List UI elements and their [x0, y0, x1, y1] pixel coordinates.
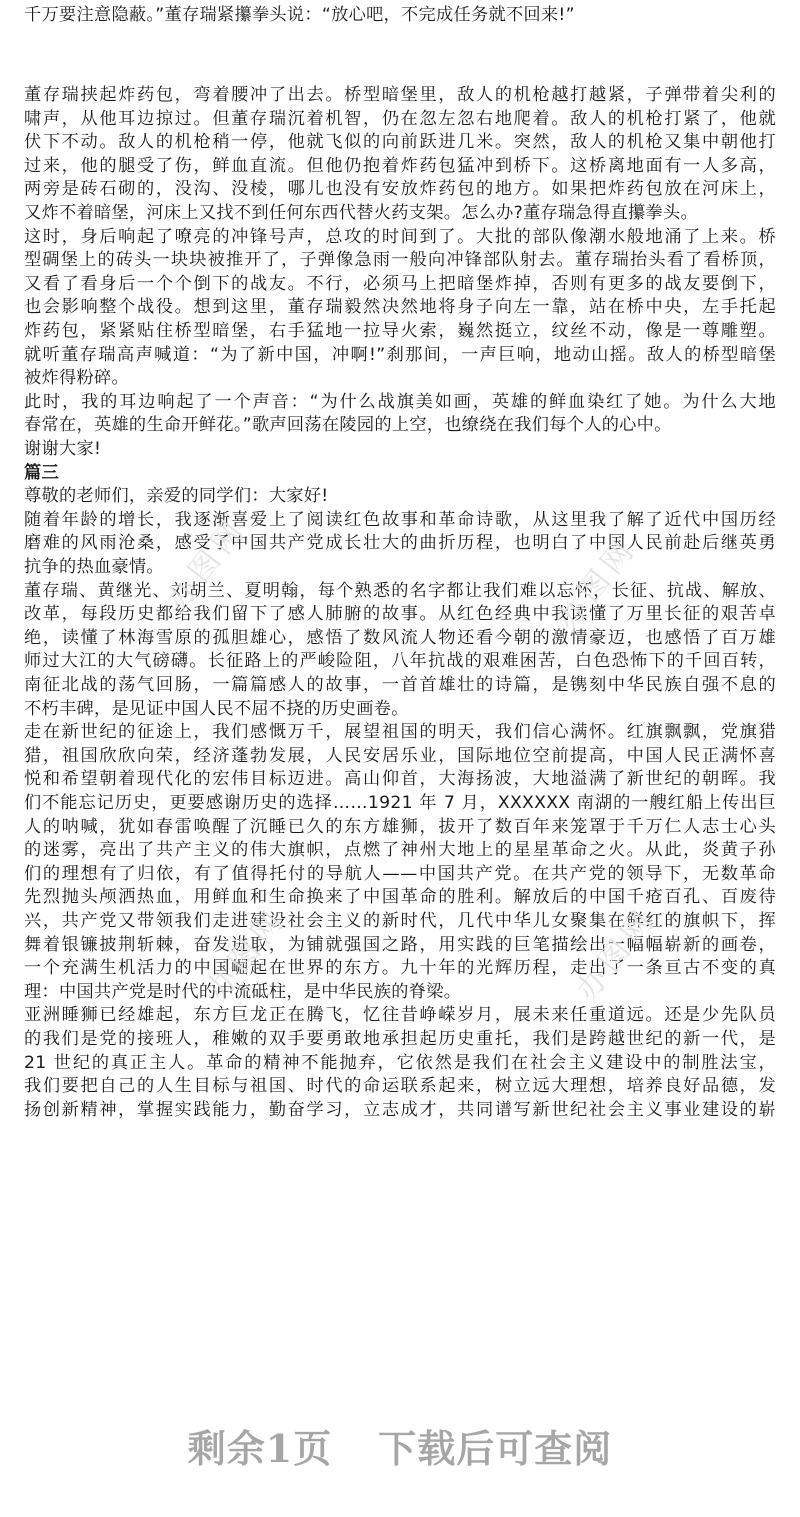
watermark-text: 办图网	[159, 510, 254, 618]
text-line: 此时，我的耳边响起了一个声音：“为什么战旗美如画，英雄的鲜血染红了她。为什么大地	[24, 391, 776, 412]
text-line: 随着年龄的增长，我逐渐喜爱上了阅读红色故事和革命诗歌，从这里我了解了近代中国历经	[24, 509, 776, 530]
text-line: 21 世纪的真正主人。革命的精神不能抛弃，它依然是我们在社会主义建设中的制胜法宝，	[24, 1052, 776, 1073]
text-line: 抗争的热血豪情。	[24, 557, 164, 577]
text-line: 绝，读懂了林海雪原的孤胆雄心，感悟了数风流人物还看今朝的激情豪迈，也感悟了百万雄	[24, 627, 776, 648]
text-line: 亚洲睡狮已经雄起，东方巨龙正在腾飞，忆往昔峥嵘岁月，展未来任重道远。还是少先队员	[24, 1005, 776, 1026]
text-line: 的我们是党的接班人，稚嫩的双手要勇敢地承担起历史重托，我们是跨越世纪的新一代，是	[24, 1029, 776, 1049]
text-line: 师过大江的大气磅礴。长征路上的严峻险阻，八年抗战的艰难困苦，白色恐怖下的千回百转，	[24, 651, 776, 672]
text-line: 炸药包，紧紧贴住桥型暗堡，右手猛地一拉导火索，巍然挺立，纹丝不动，像是一尊雕塑。	[24, 321, 776, 341]
text-line: 啸声，从他耳边掠过。但董存瑞沉着机智，仍在忽左忽右地爬着。敌人的机枪打紧了，他就	[24, 108, 776, 129]
text-line: 又看了看身后一个个倒下的战友。不行，必须马上把暗堡炸掉，否则有更多的战友要倒下，	[24, 273, 776, 294]
text-line: 扬创新精神，掌握实践能力，勤奋学习，立志成才，共同谱写新世纪社会主义事业建设的崭	[24, 1099, 776, 1120]
text-line: 人的呐喊，犹如春雷唤醒了沉睡已久的东方雄狮，拔开了数百年来笼罩于千万仁人志士心头	[24, 816, 776, 837]
text-line: 谢谢大家!	[24, 439, 102, 459]
text-line: 不朽丰碑，是见证中国人民不屈不挠的历史画卷。	[24, 698, 409, 719]
text-line: 先烈抛头颅洒热血，用鲜血和生命换来了中国革命的胜利。解放后的中国千疮百孔、百废待	[24, 887, 776, 908]
text-line: 舞着银镰披荆斩棘，奋发进取，为铺就强国之路，用实践的巨笔描绘出一幅幅崭新的画卷，	[24, 934, 776, 955]
text-line: 被炸得粉碎。	[24, 368, 129, 389]
text-line: 也会影响整个战役。想到这里，董存瑞毅然决然地将身子向左一靠，站在桥中央，左手托起	[24, 297, 776, 318]
text-line: 董存瑞、黄继光、刘胡兰、夏明翰，每个熟悉的名字都让我们难以忘怀，长征、抗战、解放、	[24, 580, 776, 601]
text-line: 理：中国共产党是时代的中流砥柱，是中华民族的脊梁。	[24, 981, 462, 1002]
section-heading: 篇三	[24, 462, 59, 483]
watermark-text: 办图网	[549, 530, 644, 638]
text-line: 千万要注意隐蔽。”董存瑞紧攥拳头说：“放心吧，不完成任务就不回来!”	[24, 5, 575, 25]
text-line: 我们要把自己的人生目标与祖国、时代的命运联系起来，树立远大理想，培养良好品德，发	[24, 1076, 776, 1097]
text-line: 尊敬的老师们，亲爱的同学们：大家好!	[24, 486, 329, 507]
text-line: 兴，共产党又带领我们走进建设社会主义的新时代，几代中华儿女聚集在鲜红的旗帜下，挥	[24, 911, 776, 931]
text-line: 的迷雾，亮出了共产主义的伟大旗帜，点燃了神州大地上的星星革命之火。从此，炎黄子孙	[24, 840, 776, 861]
download-to-view-label[interactable]: 下载后可查阅	[378, 1426, 613, 1471]
watermark-text: 办图网	[569, 900, 664, 1008]
text-line: 南征北战的荡气回肠，一篇篇感人的故事，一首首雄壮的诗篇，是镌刻中华民族自强不息的	[24, 675, 776, 695]
text-line: 悦和希望朝着现代化的宏伟目标迈进。高山仰首，大海扬波，大地溢满了新世纪的朝晖。我	[24, 769, 776, 790]
text-line: 就听董存瑞高声喊道：“为了新中国，冲啊!”刹那间，一声巨响，地动山摇。敌人的桥型暗堡	[24, 344, 776, 365]
text-line: 走在新世纪的征途上，我们感慨万千，展望祖国的明天，我们信心满怀。红旗飘飘，党旗猎	[24, 722, 776, 743]
text-line: 一个充满生机活力的中国崛起在世界的东方。九十年的光辉历程，走出了一条亘古不变的真	[24, 958, 776, 979]
text-line: 们的理想有了归依，有了值得托付的导航人——中国共产党。在共产党的领导下，无数革命	[24, 863, 776, 884]
watermark-text: 办图网	[199, 900, 294, 1008]
text-line: 改革，每段历史都给我们留下了感人肺腑的故事。从红色经典中我读懂了万里长征的艰苦卓	[24, 604, 776, 625]
text-line: 型碉堡上的砖头一块块被推开了，子弹像急雨一般向冲锋部队射去。董存瑞抬头看了看桥顶，	[24, 250, 776, 271]
text-line: 春常在，英雄的生命开鲜花。”歌声回荡在陵园的上空，也缭绕在我们每个人的心中。	[24, 415, 672, 436]
text-line: 们不能忘记历史，更要感谢历史的选择……1921 年 7 月，XXXXXX 南湖的一艘红船上传出巨	[24, 793, 776, 813]
text-line: 过来，他的腿受了伤，鲜血直流。但他仍抱着炸药包猛冲到桥下。这桥离地面有一人多高，	[24, 155, 776, 176]
text-line: 两旁是砖石砌的，没沟、没棱，哪儿也没有安放炸药包的地方。如果把炸药包放在河床上，	[24, 179, 776, 200]
text-line: 伏下不动。敌人的机枪稍一停，他就飞似的向前跃进几米。突然，敌人的机枪又集中朝他打	[24, 132, 776, 153]
text-line: 这时，身后响起了嘹亮的冲锋号声，总攻的时间到了。大批的部队像潮水般地涌了上来。桥	[24, 226, 776, 247]
text-line: 董存瑞挟起炸药包，弯着腰冲了出去。桥型暗堡里，敌人的机枪越打越紧，子弹带着尖利的	[24, 85, 776, 105]
remaining-pages-label: 剩余1页	[187, 1426, 333, 1471]
download-prompt-banner[interactable]	[0, 1418, 800, 1473]
text-line: 又炸不着暗堡，河床上又找不到任何东西代替火药支架。怎么办?董存瑞急得直攥拳头。	[24, 203, 698, 223]
text-line: 猎，祖国欣欣向荣，经济蓬勃发展，人民安居乐业，国际地位空前提高，中国人民正满怀喜	[24, 745, 776, 766]
text-line: 磨难的风雨沧桑，感受了中国共产党成长壮大的曲折历程，也明白了中国人民前赴后继英勇	[24, 533, 776, 554]
